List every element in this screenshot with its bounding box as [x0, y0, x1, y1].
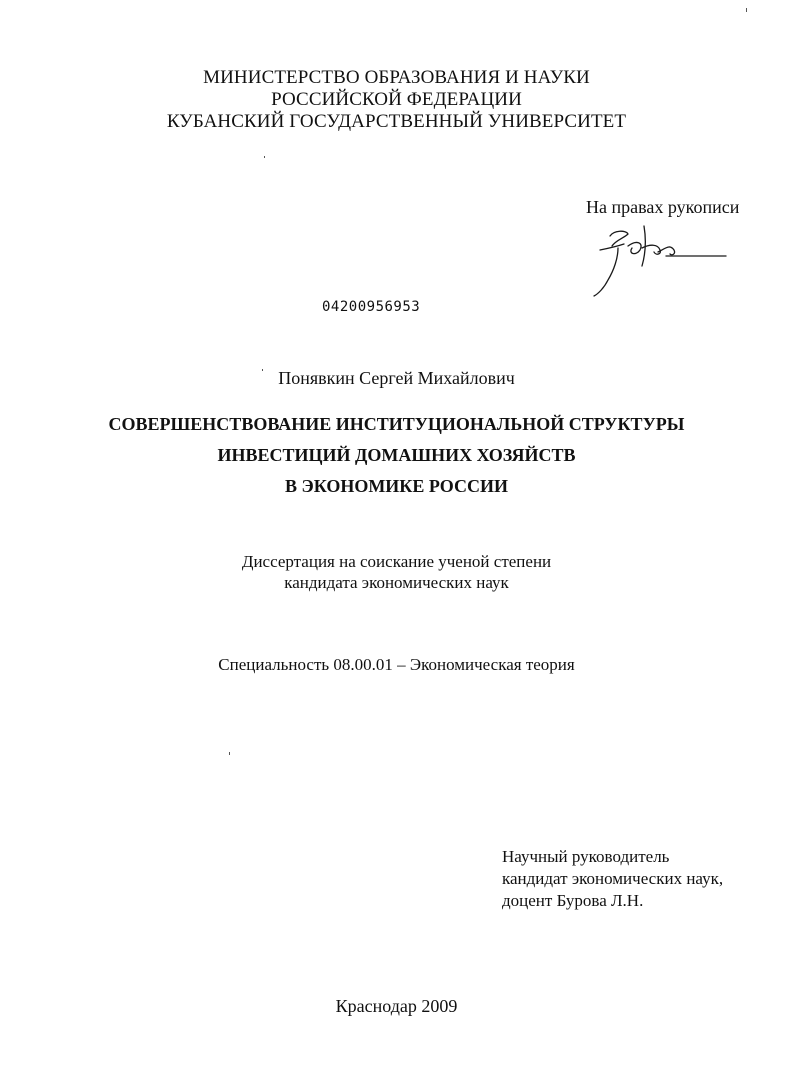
degree-line-2: кандидата экономических наук [284, 573, 509, 592]
degree-statement [0, 551, 793, 593]
ministry-header [0, 67, 793, 133]
handwritten-signature [588, 218, 728, 300]
title-line-2: ИНВЕСТИЦИЙ ДОМАШНИХ ХОЗЯЙСТВ [217, 445, 576, 465]
title-line-1: СОВЕРШЕНСТВОВАНИЕ ИНСТИТУЦИОНАЛЬНОЙ СТРУКТУРЫ [108, 414, 685, 434]
manuscript-note: На правах рукописи [586, 197, 740, 217]
supervisor-line-3: доцент Бурова Л.Н. [502, 891, 644, 910]
archive-number: 04200956953 [322, 299, 421, 315]
speciality: Специальность 08.00.01 – Экономическая теория [218, 655, 575, 674]
scientific-supervisor [502, 846, 723, 912]
scan-speck [746, 8, 747, 12]
scan-speck [264, 156, 265, 158]
author-name: Понявкин Сергей Михайлович [278, 368, 515, 388]
city-year: Краснодар 2009 [335, 996, 458, 1016]
dissertation-title [0, 409, 793, 502]
supervisor-line-1: Научный руководитель [502, 847, 670, 866]
ministry-line-1: МИНИСТЕРСТВО ОБРАЗОВАНИЯ И НАУКИ [203, 67, 590, 88]
scan-speck [229, 752, 230, 755]
supervisor-line-2: кандидат экономических наук, [502, 869, 724, 888]
scan-speck [262, 369, 263, 371]
ministry-line-2: РОССИЙСКОЙ ФЕДЕРАЦИИ [271, 89, 522, 110]
title-line-3: В ЭКОНОМИКЕ РОССИИ [285, 476, 508, 496]
ministry-line-3: КУБАНСКИЙ ГОСУДАРСТВЕННЫЙ УНИВЕРСИТЕТ [166, 111, 627, 132]
degree-line-1: Диссертация на соискание ученой степени [241, 552, 552, 571]
